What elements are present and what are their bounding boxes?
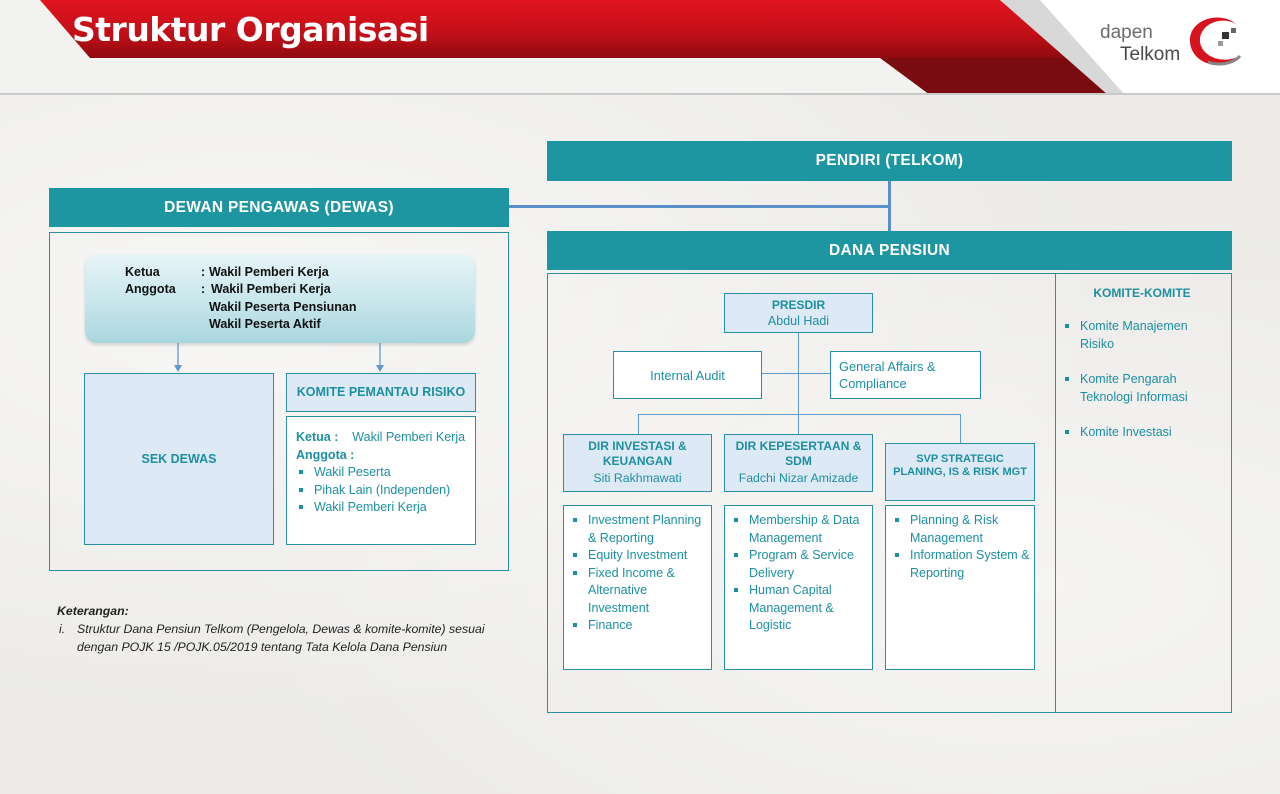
anggota-value: Wakil Peserta Aktif — [209, 317, 321, 331]
arrow-down-icon — [170, 343, 186, 373]
komite-ketua-value: Wakil Pemberi Kerja — [352, 430, 466, 444]
pendiri-bar: PENDIRI (TELKOM) — [547, 141, 1232, 181]
keterangan-text: Struktur Dana Pensiun Telkom (Pengelola, Dewas & komite-komite) sesuai dengan POJK 15 /POJK.05/2019 tentang Tata Kelola Dana Pensiun — [77, 622, 485, 654]
presdir-name: Abdul Hadi — [767, 314, 830, 328]
dir-investasi-box — [563, 434, 712, 492]
komite-pemantau-body — [286, 416, 476, 545]
dir-investasi-name: Siti Rakhmawati — [593, 471, 682, 485]
presdir-title: PRESDIR — [771, 298, 826, 312]
list-item: Wakil Pemberi Kerja — [296, 499, 467, 517]
dir-kepesertaan-name: Fadchi Nizar Amizade — [738, 471, 859, 485]
internal-audit-label: Internal Audit — [650, 367, 725, 383]
internal-audit-box — [613, 351, 762, 399]
dana-pensiun-bar: DANA PENSIUN — [547, 231, 1232, 270]
list-item: Planning & Risk Management — [892, 512, 1032, 547]
list-item: Wakil Peserta — [296, 464, 467, 482]
dir1-line — [638, 414, 639, 434]
komite-pemantau-ketua — [296, 429, 467, 447]
list-item: Pihak Lain (Independen) — [296, 482, 467, 500]
staff-line-horizontal — [761, 373, 831, 374]
list-item: Komite Manajemen Risiko — [1062, 318, 1222, 353]
anggota-value: Wakil Peserta Pensiunan — [209, 300, 357, 314]
list-item: Finance — [570, 617, 709, 635]
general-affairs-box — [830, 351, 981, 399]
list-item: Komite Pengarah Teknologi Informasi — [1062, 371, 1222, 406]
list-item: Information System & Reporting — [892, 547, 1032, 582]
dir-investasi-title: DIR INVESTASI & KEUANGAN — [588, 439, 687, 468]
list-item: Fixed Income & Alternative Investment — [570, 565, 709, 618]
directors-line-horizontal — [638, 414, 961, 415]
komite-divider — [1055, 273, 1056, 713]
svp-strategic-functions — [885, 505, 1035, 670]
anggota-colon: : — [201, 282, 206, 296]
dewas-bar: DEWAN PENGAWAS (DEWAS) — [49, 188, 509, 227]
presdir-box — [724, 293, 873, 333]
ketua-colon: : — [201, 265, 206, 279]
dapen-telkom-logo — [1098, 14, 1248, 80]
telkom-swoosh-icon — [1178, 8, 1248, 78]
anggota-value: Wakil Pemberi Kerja — [211, 282, 331, 296]
dir-investasi-functions — [563, 505, 712, 670]
komite-pemantau-title: KOMITE PEMANTAU RISIKO — [296, 385, 466, 399]
komite-ketua-label: Ketua : — [296, 430, 339, 444]
logo-text-dapen: dapen — [1100, 22, 1153, 43]
general-affairs-label: General Affairs & Compliance — [839, 359, 936, 391]
sek-dewas-label: SEK DEWAS — [141, 452, 217, 466]
list-item: Investment Planning & Reporting — [570, 512, 709, 547]
page-title: Struktur Organisasi — [72, 10, 429, 49]
keterangan-item — [57, 620, 497, 656]
list-item: Program & Service Delivery — [731, 547, 870, 582]
ketua-value: Wakil Pemberi Kerja — [209, 265, 329, 279]
svp-strategic-title: SVP STRATEGIC PLANING, IS & RISK MGT — [893, 453, 1027, 478]
keterangan-title: Keterangan: — [57, 604, 129, 618]
komite-anggota-label: Anggota : — [296, 447, 355, 462]
komite-komite-panel — [1062, 286, 1222, 442]
dir-kepesertaan-box — [724, 434, 873, 492]
keterangan-marker: i. — [59, 622, 66, 636]
list-item: Human Capital Management & Logistic — [731, 582, 870, 635]
header-banner — [0, 0, 1280, 95]
list-item: Komite Investasi — [1062, 424, 1222, 442]
arrow-down-icon — [372, 343, 388, 373]
dewas-connector-horizontal — [508, 205, 890, 208]
dir-kepesertaan-functions — [724, 505, 873, 670]
list-item: Membership & Data Management — [731, 512, 870, 547]
komite-anggota-list — [296, 464, 467, 517]
dir-kepesertaan-title: DIR KEPESERTAAN & SDM — [735, 439, 862, 468]
logo-text-telkom: Telkom — [1120, 44, 1181, 65]
anggota-label: Anggota — [125, 282, 176, 296]
svp-strategic-box — [885, 443, 1035, 501]
keterangan-note — [57, 602, 497, 656]
dir3-line — [960, 414, 961, 443]
komite-komite-title: KOMITE-KOMITE — [1093, 286, 1191, 300]
sek-dewas-box — [84, 373, 274, 545]
dir2-line — [798, 414, 799, 434]
komite-pemantau-title-box — [286, 373, 476, 412]
list-item: Equity Investment — [570, 547, 709, 565]
dewas-composition — [85, 254, 475, 343]
ketua-label: Ketua — [125, 265, 160, 279]
